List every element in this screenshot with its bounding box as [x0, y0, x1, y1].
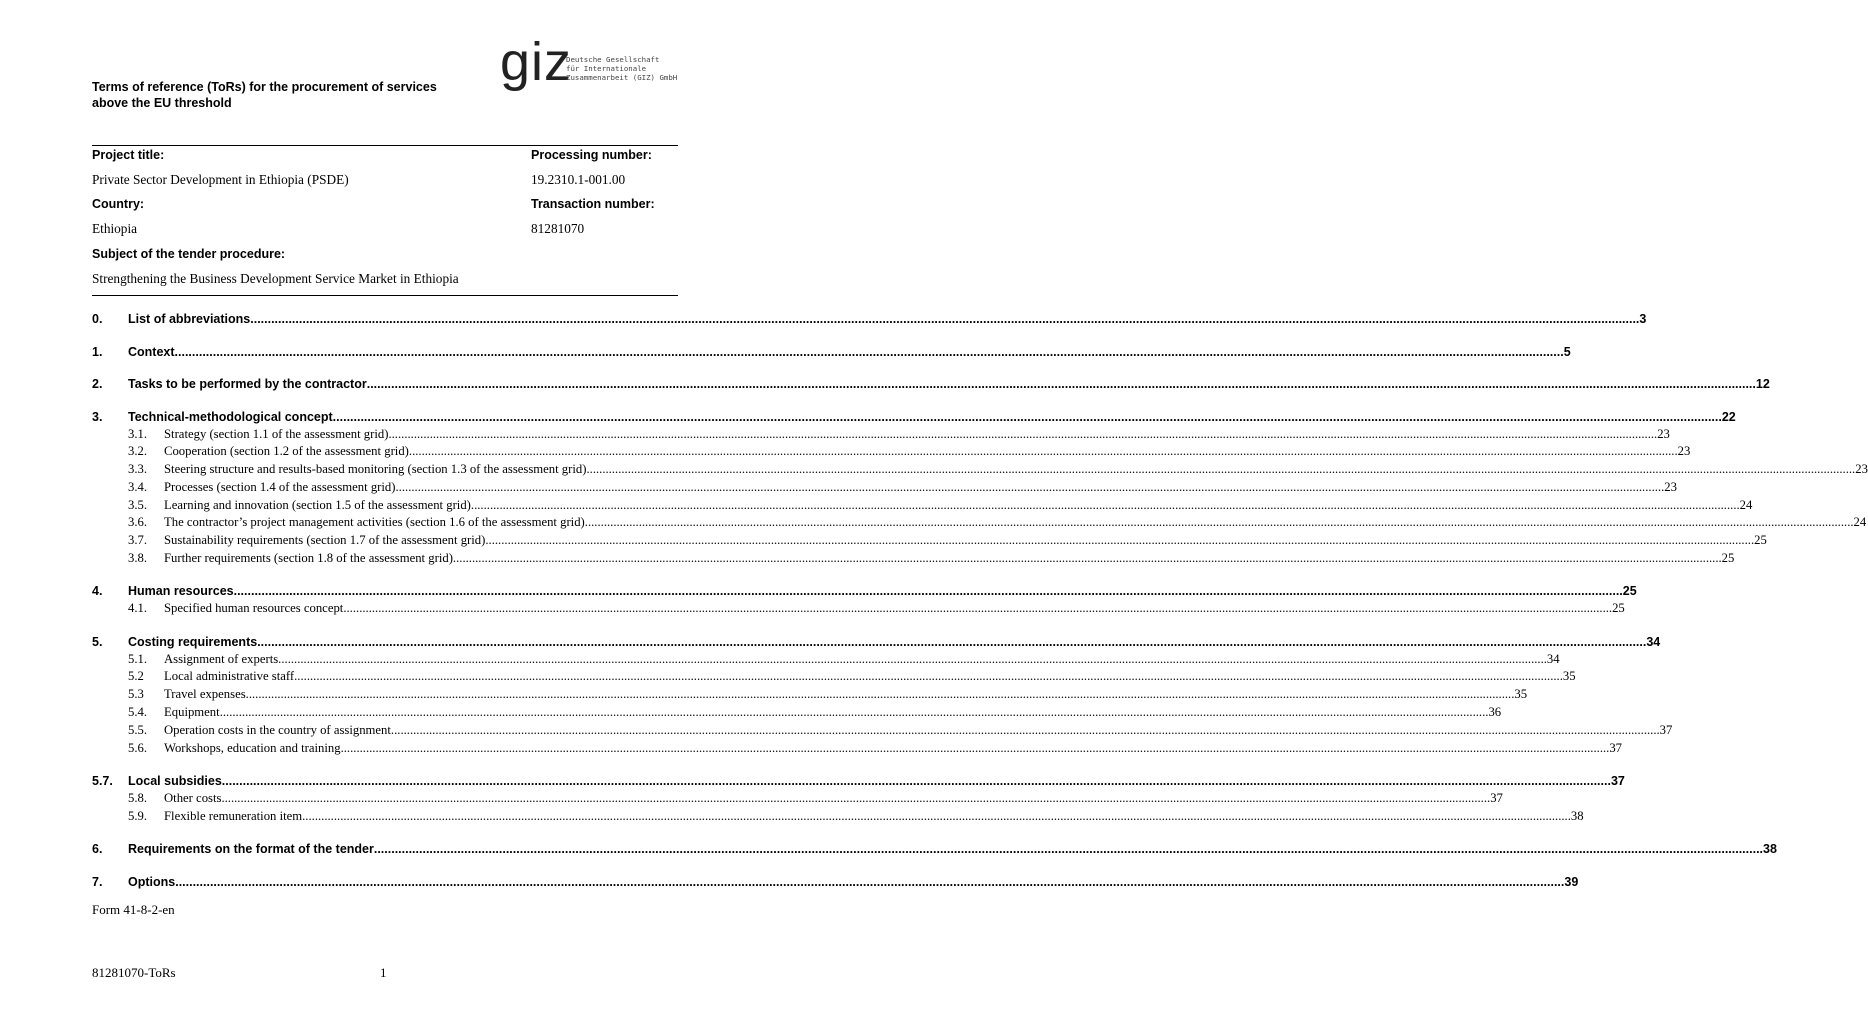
- toc-entry-page: 5: [1563, 344, 1571, 359]
- toc-entry-number: 3.3.: [128, 462, 148, 477]
- toc-leader-dots: ................................................................................................................................................................................................................................................................................................................................................................................................................: [245, 687, 1515, 702]
- toc-entry-number: 4.: [92, 584, 103, 599]
- toc-leader-dots: ................................................................................................................................................................................................................................................................................................................................................................................................................: [233, 584, 1623, 599]
- toc-subentry[interactable]: [92, 514, 1867, 532]
- toc-entry-title: List of abbreviations: [128, 312, 251, 326]
- toc-entry-number: 5.8.: [128, 790, 148, 805]
- toc-leader-dots: ................................................................................................................................................................................................................................................................................................................................................................................................................: [250, 312, 1640, 326]
- giz-logo-subtitle-line-2: für Internationale: [566, 64, 647, 74]
- toc-subentry[interactable]: [92, 790, 1503, 808]
- toc-entry-page: 34: [1646, 634, 1661, 649]
- toc-entry-number: 5.4.: [128, 705, 148, 720]
- toc-entry-title: Local administrative staff: [164, 669, 295, 684]
- toc-leader-dots: ................................................................................................................................................................................................................................................................................................................................................................................................................: [584, 515, 1854, 530]
- toc-leader-dots: ................................................................................................................................................................................................................................................................................................................................................................................................................: [340, 740, 1610, 755]
- toc-spacer: [92, 826, 678, 841]
- toc-entry-title: Requirements on the format of the tender: [128, 842, 374, 857]
- toc-spacer: [92, 757, 678, 772]
- toc-leader-dots: ................................................................................................................................................................................................................................................................................................................................................................................................................: [470, 497, 1740, 512]
- toc-entry-page: 25: [1721, 551, 1735, 566]
- toc-entry-title: Context: [128, 344, 175, 359]
- toc-leader-dots: ................................................................................................................................................................................................................................................................................................................................................................................................................: [294, 669, 1563, 684]
- toc-entry-page: 38: [1570, 808, 1584, 823]
- country-value: Ethiopia: [92, 221, 138, 236]
- toc-leader-dots: ................................................................................................................................................................................................................................................................................................................................................................................................................: [452, 551, 1722, 566]
- toc-entry-page: 12: [1755, 377, 1770, 391]
- toc-entry-page: 34: [1546, 651, 1560, 666]
- toc-entry-title: Technical-methodological concept: [128, 409, 333, 424]
- toc-entry-title: Travel expenses: [164, 687, 246, 702]
- toc-entry[interactable]: [92, 633, 1661, 651]
- toc-subentry[interactable]: [92, 704, 1502, 722]
- toc-entry-number: 6.: [92, 842, 103, 857]
- toc-leader-dots: ................................................................................................................................................................................................................................................................................................................................................................................................................: [388, 426, 1658, 441]
- footer-document-id: 81281070-ToRs: [92, 965, 176, 980]
- toc-entry-page: 24: [1739, 497, 1753, 512]
- toc-entry-number: 5.7.: [92, 773, 113, 788]
- toc-entry-number: 3.6.: [128, 515, 148, 530]
- toc-leader-dots: ................................................................................................................................................................................................................................................................................................................................................................................................................: [485, 533, 1755, 548]
- toc-entry-number: 5.: [92, 634, 103, 649]
- document-title: [92, 79, 502, 111]
- toc-entry-title: Costing requirements: [128, 634, 258, 649]
- toc-entry-title: Assignment of experts: [164, 651, 279, 666]
- toc-entry-title: Tasks to be performed by the contractor: [128, 377, 367, 391]
- transaction-number-label: Transaction number:: [531, 197, 655, 211]
- toc-leader-dots: ................................................................................................................................................................................................................................................................................................................................................................................................................: [219, 705, 1489, 720]
- toc-entry-page: 37: [1610, 773, 1625, 788]
- toc-subentry[interactable]: [92, 651, 1560, 669]
- toc-subentry[interactable]: [92, 740, 1623, 758]
- toc-leader-dots: ................................................................................................................................................................................................................................................................................................................................................................................................................: [221, 790, 1491, 805]
- toc-entry-page: 39: [1564, 874, 1579, 889]
- toc-entry-page: 25: [1622, 584, 1637, 599]
- toc-entry-number: 5.6.: [128, 740, 148, 755]
- header-divider: [92, 145, 678, 146]
- toc-spacer: [92, 328, 678, 343]
- toc-entry-title: Equipment: [164, 705, 220, 720]
- toc-entry-title: Other costs: [164, 790, 222, 805]
- toc-entry[interactable]: [92, 343, 1571, 361]
- toc-leader-dots: ................................................................................................................................................................................................................................................................................................................................................................................................................: [366, 377, 1756, 391]
- toc-leader-dots: ................................................................................................................................................................................................................................................................................................................................................................................................................: [302, 808, 1571, 823]
- toc-subentry[interactable]: [92, 532, 1767, 550]
- toc-entry-number: 2.: [92, 377, 103, 391]
- toc-entry-page: 22: [1721, 409, 1736, 424]
- toc-entry-title: Sustainability requirements (section 1.7 of the assessment grid): [164, 533, 486, 548]
- toc-entry-number: 3.7.: [128, 533, 148, 548]
- toc-entry[interactable]: [92, 375, 1770, 393]
- toc-leader-dots: ................................................................................................................................................................................................................................................................................................................................................................................................................: [174, 344, 1564, 359]
- toc-entry-number: 5.2: [128, 669, 144, 684]
- form-code: Form 41-8-2-en: [92, 902, 175, 917]
- toc-leader-dots: ................................................................................................................................................................................................................................................................................................................................................................................................................: [332, 409, 1722, 424]
- toc-entry-page: 23: [1664, 479, 1677, 494]
- toc-subentry[interactable]: [92, 443, 1691, 461]
- toc-subentry[interactable]: [92, 497, 1753, 515]
- toc-entry-page: 37: [1659, 722, 1673, 737]
- processing-number-value: 19.2310.1-001.00: [531, 172, 626, 187]
- tender-subject-label: Subject of the tender procedure:: [92, 247, 286, 261]
- toc-entry-page: 23: [1677, 444, 1691, 459]
- toc-entry-number: 5.9.: [128, 808, 148, 823]
- toc-entry-number: 5.3: [128, 687, 144, 702]
- giz-logo-subtitle: [566, 55, 682, 83]
- toc-entry-page: 37: [1490, 790, 1503, 805]
- toc-subentry[interactable]: [92, 808, 1584, 826]
- toc-entry-title: Human resources: [128, 584, 234, 599]
- toc-entry-title: Processes (section 1.4 of the assessment grid): [164, 479, 396, 494]
- toc-entry-title: Further requirements (section 1.8 of the assessment grid): [164, 551, 453, 566]
- country-label: Country:: [92, 197, 145, 211]
- toc-subentry[interactable]: [92, 550, 1735, 568]
- project-info-divider: [92, 295, 678, 296]
- document-title-line-2: above the EU threshold: [92, 96, 232, 110]
- toc-subentry[interactable]: [92, 479, 1677, 497]
- toc-entry-page: 25: [1612, 601, 1625, 616]
- toc-entry-page: 23: [1855, 462, 1868, 477]
- toc-entry[interactable]: [92, 310, 1647, 328]
- toc-leader-dots: ................................................................................................................................................................................................................................................................................................................................................................................................................: [175, 874, 1565, 889]
- giz-logo-subtitle-line-1: Deutsche Gesellschaft: [566, 55, 660, 64]
- toc-subentry[interactable]: [92, 600, 1625, 618]
- tender-subject-value: Strengthening the Business Development Service Market in Ethiopia: [92, 271, 459, 286]
- toc-leader-dots: ................................................................................................................................................................................................................................................................................................................................................................................................................: [257, 634, 1647, 649]
- toc-entry-number: 7.: [92, 874, 103, 889]
- giz-logo: [500, 32, 680, 96]
- toc-entry-number: 3.4.: [128, 479, 148, 494]
- toc-entry-page: 35: [1562, 669, 1576, 684]
- toc-subentry[interactable]: [92, 461, 1868, 479]
- toc-entry-number: 3.5.: [128, 497, 148, 512]
- toc-entry-number: 4.1.: [128, 601, 148, 616]
- toc-entry-title: Learning and innovation (section 1.5 of the assessment grid): [164, 497, 471, 512]
- toc-spacer: [92, 618, 678, 633]
- toc-leader-dots: ................................................................................................................................................................................................................................................................................................................................................................................................................: [586, 462, 1856, 477]
- processing-number-label: Processing number:: [531, 148, 652, 162]
- toc-entry[interactable]: [92, 408, 1736, 426]
- toc-entry-page: 24: [1853, 515, 1867, 530]
- toc-entry-title: Specified human resources concept: [164, 601, 344, 616]
- toc-leader-dots: ................................................................................................................................................................................................................................................................................................................................................................................................................: [373, 842, 1764, 857]
- toc-entry-page: 37: [1609, 740, 1623, 755]
- toc-entry[interactable]: [92, 873, 1579, 891]
- transaction-number-value: 81281070: [531, 221, 585, 236]
- toc-entry-page: 36: [1488, 705, 1502, 720]
- footer-page-number: 1: [380, 965, 387, 980]
- document-title-line-1: Terms of reference (ToRs) for the procurement of services: [92, 80, 437, 94]
- toc-entry-title: Flexible remuneration item: [164, 808, 303, 823]
- toc-spacer: [92, 393, 678, 408]
- toc-leader-dots: ................................................................................................................................................................................................................................................................................................................................................................................................................: [408, 444, 1678, 459]
- toc-entry-page: 35: [1514, 687, 1528, 702]
- toc-leader-dots: ................................................................................................................................................................................................................................................................................................................................................................................................................: [390, 722, 1660, 737]
- toc-entry-title: Options: [128, 874, 176, 889]
- toc-spacer: [92, 568, 678, 583]
- toc-leader-dots: ................................................................................................................................................................................................................................................................................................................................................................................................................: [395, 479, 1665, 494]
- project-title-label: Project title:: [92, 148, 165, 162]
- toc-entry-number: 0.: [92, 312, 103, 326]
- toc-entry-title: Steering structure and results-based monitoring (section 1.3 of the assessment grid): [164, 462, 587, 477]
- toc-subentry[interactable]: [92, 426, 1670, 444]
- toc-spacer: [92, 361, 678, 376]
- toc-entry-number: 3.2.: [128, 444, 148, 459]
- toc-entry[interactable]: [92, 840, 1777, 858]
- toc-entry-title: Local subsidies: [128, 773, 222, 788]
- toc-subentry[interactable]: [92, 722, 1673, 740]
- toc-entry-title: The contractor’s project management activities (section 1.6 of the assessment grid): [164, 515, 585, 530]
- toc-entry-title: Operation costs in the country of assignment: [164, 722, 391, 737]
- toc-entry-number: 5.1.: [128, 651, 148, 666]
- toc-subentry[interactable]: [92, 686, 1528, 704]
- toc-leader-dots: ................................................................................................................................................................................................................................................................................................................................................................................................................: [343, 601, 1613, 616]
- toc-entry-number: 5.5.: [128, 722, 148, 737]
- toc-entry[interactable]: [92, 772, 1625, 790]
- giz-logo-wordmark: giz: [500, 32, 573, 92]
- toc-entry-title: Workshops, education and training: [164, 740, 341, 755]
- toc-entry-page: 25: [1754, 533, 1767, 548]
- toc-entry-page: 3: [1639, 312, 1647, 326]
- toc-entry-number: 3.1.: [128, 426, 148, 441]
- toc-entry-title: Cooperation (section 1.2 of the assessment grid): [164, 444, 409, 459]
- toc-spacer: [92, 858, 678, 873]
- toc-leader-dots: ................................................................................................................................................................................................................................................................................................................................................................................................................: [221, 773, 1611, 788]
- table-of-contents: [92, 310, 1868, 891]
- toc-subentry[interactable]: [92, 668, 1576, 686]
- toc-entry-page: 38: [1763, 842, 1777, 857]
- toc-entry-page: 23: [1657, 426, 1670, 441]
- toc-entry-number: 3.: [92, 409, 103, 424]
- toc-entry-number: 3.8.: [128, 551, 148, 566]
- toc-leader-dots: ................................................................................................................................................................................................................................................................................................................................................................................................................: [278, 651, 1547, 666]
- toc-entry[interactable]: [92, 582, 1637, 600]
- toc-entry-title: Strategy (section 1.1 of the assessment grid): [164, 426, 389, 441]
- toc-entry-number: 1.: [92, 344, 103, 359]
- project-title-value: Private Sector Development in Ethiopia (PSDE): [92, 172, 349, 187]
- giz-logo-subtitle-line-3: Zusammenarbeit (GIZ) GmbH: [566, 73, 678, 83]
